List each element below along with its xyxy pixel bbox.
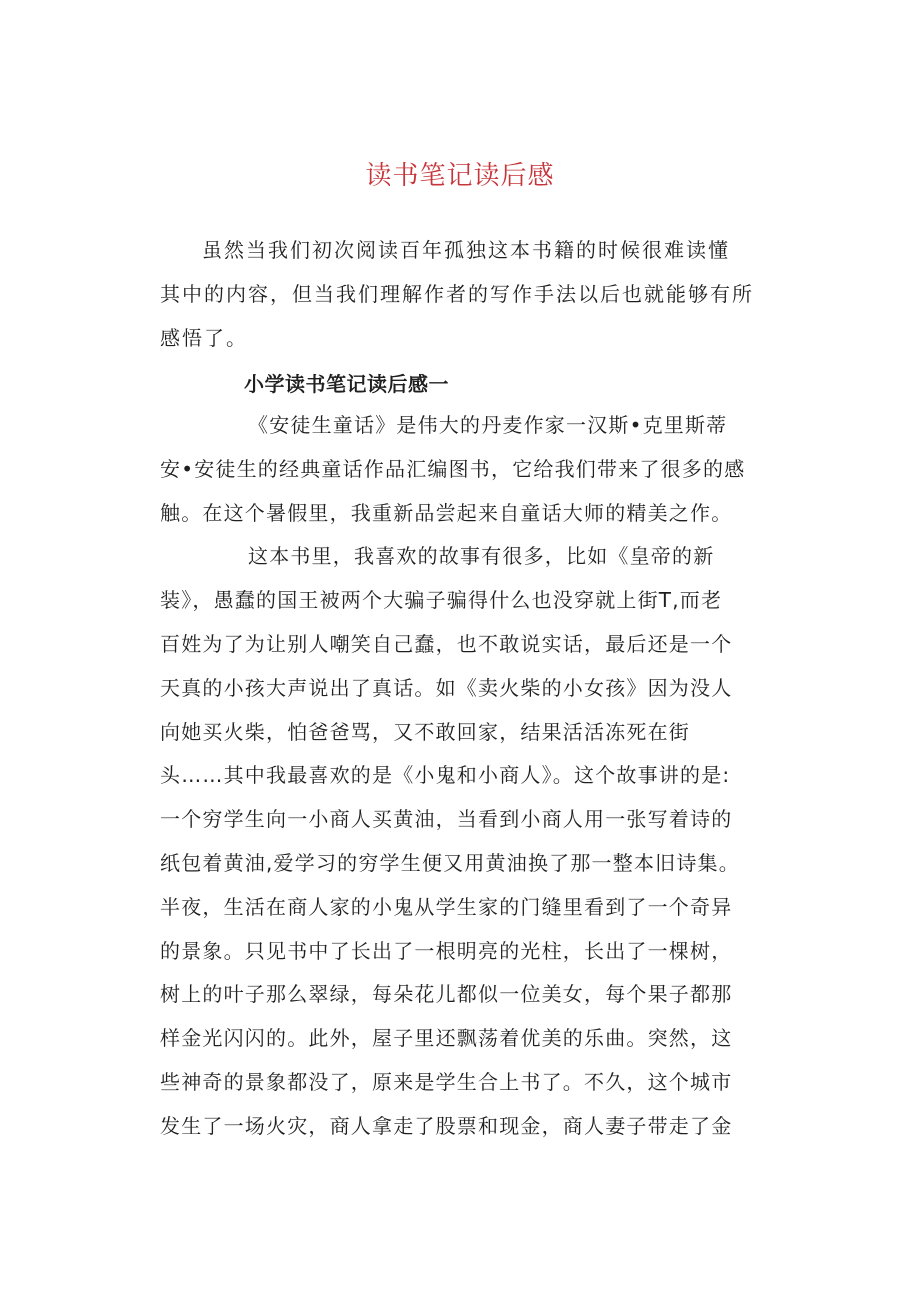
paragraph2-line: 纸包着黄油,爱学习的穷学生便又用黄油换了那一整本旧诗集。 — [160, 850, 740, 875]
section-heading: 小学读书笔记读后感一 — [244, 372, 449, 396]
paragraph2-line: 发生了一场火灾，商人拿走了股票和现金，商人妻子带走了金 — [160, 1113, 733, 1138]
paragraph2-line: 头……其中我最喜欢的是《小鬼和小商人》。这个故事讲的是: — [160, 763, 731, 788]
paragraph2-line: 装》，愚蠢的国王被两个大骗子骗得什么也没穿就上街T,而老 — [160, 588, 723, 613]
intro-line: 其中的内容，但当我们理解作者的写作手法以后也就能够有所 — [160, 282, 754, 306]
paragraph2-line: 些神奇的景象都没了，原来是学生合上书了。不久，这个城市 — [160, 1069, 733, 1094]
paragraph2-line: 样金光闪闪的。此外，屋子里还飘荡着优美的乐曲。突然，这 — [160, 1026, 733, 1051]
paragraph1-line: 安•安徒生的经典童话作品汇编图书，它给我们带来了很多的感 — [160, 456, 746, 481]
paragraph1-line: 触。在这个暑假里，我重新品尝起来自童话大师的精美之作。 — [160, 500, 733, 525]
paragraph2-line: 的景象。只见书中了长出了一根明亮的光柱，长出了一棵树， — [160, 938, 733, 963]
intro-line: 感悟了。 — [160, 326, 248, 350]
body-text — [160, 404, 760, 1149]
paragraph2-line: 树上的叶子那么翠绿，每朵花儿都似一位美女，每个果子都那 — [160, 982, 733, 1007]
intro-line: 虽然当我们初次阅读百年孤独这本书籍的时候很难读懂 — [202, 238, 730, 262]
intro-paragraph — [160, 228, 754, 360]
paragraph1-line: 《安徒生童话》是伟大的丹麦作家一汉斯•克里斯蒂 — [248, 413, 728, 437]
paragraph2-line: 这本书里，我喜欢的故事有很多，比如《皇帝的新 — [248, 544, 715, 569]
document-title: 读书笔记读后感 — [365, 161, 555, 191]
paragraph2-line: 一个穷学生向一小商人买黄油，当看到小商人用一张写着诗的 — [160, 807, 733, 832]
paragraph2-line: 天真的小孩大声说出了真话。如《卖火柴的小女孩》因为没人 — [160, 675, 733, 700]
paragraph2-line: 百姓为了为让别人嘲笑自己蠢，也不敢说实话，最后还是一个 — [160, 631, 733, 656]
paragraph2-line: 向她买火柴，怕爸爸骂，又不敢回家，结果活活冻死在街 — [160, 719, 690, 744]
paragraph2-line: 半夜，生活在商人家的小鬼从学生家的门缝里看到了一个奇异 — [160, 894, 733, 919]
